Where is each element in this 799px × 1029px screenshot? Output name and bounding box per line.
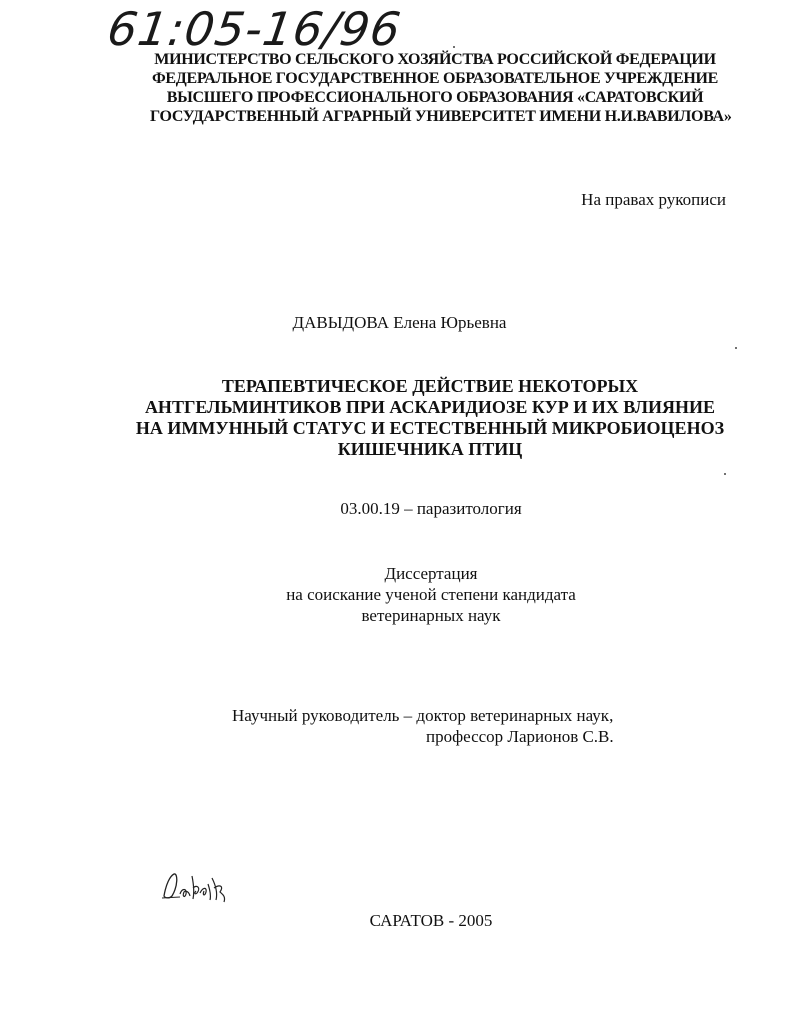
degree-statement (250, 563, 612, 626)
title-line: НА ИММУННЫЙ СТАТУС И ЕСТЕСТВЕННЫЙ МИКРОБИОЦЕНОЗ (135, 418, 725, 438)
scan-speck (724, 473, 726, 475)
degree-line: на соискание ученой степени кандидата (286, 585, 576, 604)
institution-header (150, 50, 732, 126)
supervisor-line: Научный руководитель – доктор ветеринарных наук, (232, 706, 614, 725)
header-line: МИНИСТЕРСТВО СЕЛЬСКОГО ХОЗЯЙСТВА РОССИЙСКОЙ ФЕДЕРАЦИИ (154, 51, 716, 68)
specialty-code: 03.00.19 – паразитология (340, 499, 522, 518)
rights-note: На правах рукописи (581, 190, 726, 209)
dissertation-title (100, 376, 760, 460)
scan-speck (453, 46, 455, 48)
author-name: ДАВЫДОВА Елена Юрьевна (292, 313, 507, 332)
archive-number: 61:05-16/96 (104, 2, 405, 56)
title-line: АНТГЕЛЬМИНТИКОВ ПРИ АСКАРИДИОЗЕ КУР И ИХ ВЛИЯНИЕ (144, 397, 716, 417)
header-line: ФЕДЕРАЛЬНОЕ ГОСУДАРСТВЕННОЕ ОБРАЗОВАТЕЛЬНОЕ УЧРЕЖДЕНИЕ (151, 70, 719, 87)
title-line: ТЕРАПЕВТИЧЕСКОЕ ДЕЙСТВИЕ НЕКОТОРЫХ (221, 376, 639, 396)
title-line: КИШЕЧНИКА ПТИЦ (337, 439, 523, 459)
supervisor-line: профессор Ларионов С.В. (426, 727, 614, 746)
handwritten-signature (160, 866, 230, 906)
degree-line: Диссертация (384, 564, 478, 583)
header-line: ГОСУДАРСТВЕННЫЙ АГРАРНЫЙ УНИВЕРСИТЕТ ИМЕНИ Н.И.ВАВИЛОВА» (150, 108, 732, 125)
scan-speck (735, 347, 737, 349)
scientific-supervisor (232, 705, 614, 747)
city-and-year: САРАТОВ - 2005 (369, 911, 493, 930)
degree-line: ветеринарных наук (361, 606, 501, 625)
header-line: ВЫСШЕГО ПРОФЕССИОНАЛЬНОГО ОБРАЗОВАНИЯ «САРАТОВСКИЙ (166, 89, 704, 106)
